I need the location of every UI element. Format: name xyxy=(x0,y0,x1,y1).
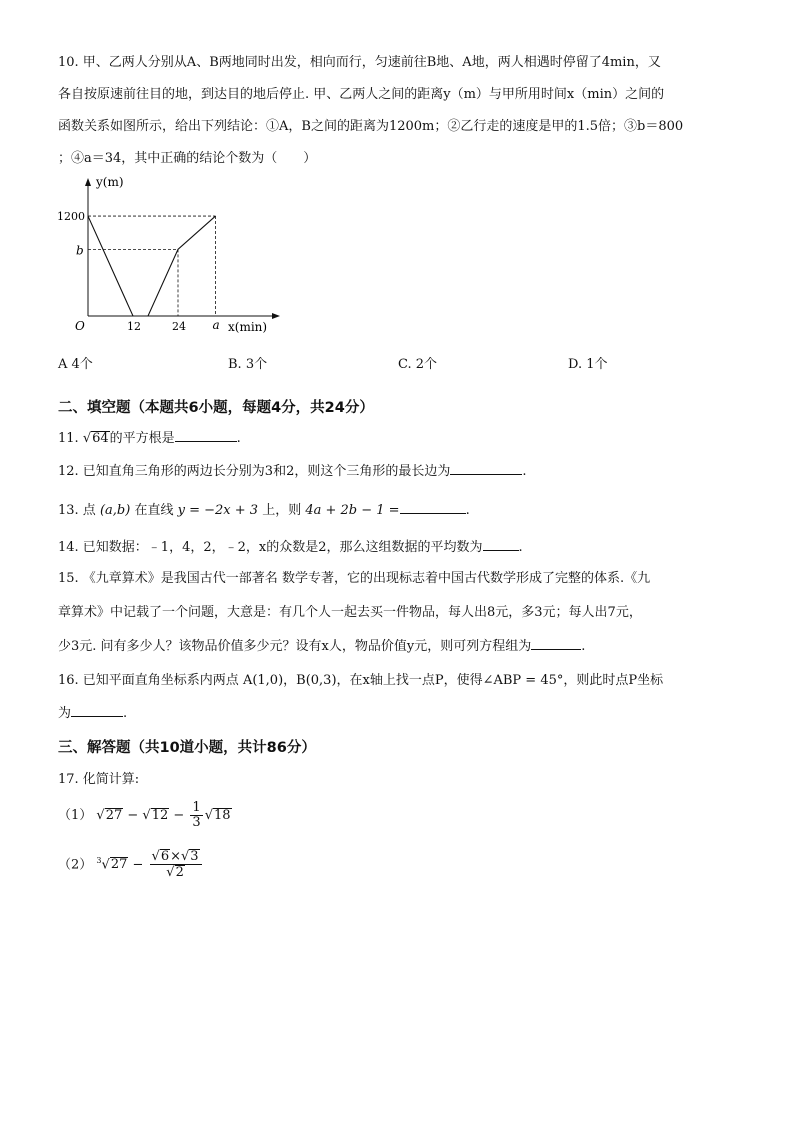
q16-answer-blank[interactable] xyxy=(71,704,123,717)
q17-p1-numerator: 1 xyxy=(192,800,201,815)
section-2-title: 二、填空题（本题共6小题，每题4分，共24分） xyxy=(58,400,374,416)
q11-number: 11. xyxy=(58,431,79,446)
q17-p1-radicand-3: 18 xyxy=(214,808,231,823)
q17-part-2: （2） $^3$√27 − $\frac{√6\times√3}{√2}$ xyxy=(58,846,204,880)
q17-p1-radicand-1: 27 xyxy=(105,808,123,823)
q16-line-2: 为 . xyxy=(58,706,128,721)
q12-text: 12. 已知直角三角形的两边长分别为3和2，则这个三角形的最长边为 xyxy=(58,464,451,479)
y-axis-arrow xyxy=(85,178,91,186)
q10-line-1: 10. 甲、乙两人分别从A、B两地同时出发，相向而行，匀速前往B地、A地，两人相遇时停留了4min，又 xyxy=(58,55,661,70)
q17-p2-radicand-2: 6 xyxy=(160,849,170,865)
q11: 11. √64的平方根是 . xyxy=(58,431,241,446)
q16-line-2-text: 为 xyxy=(58,706,72,721)
x-tick-24: 24 xyxy=(172,320,186,333)
q14: 14. 已知数据：﹣1，4，2，﹣2，x的众数是2，那么这组数据的平均数为 . xyxy=(58,540,523,555)
option-a[interactable]: A 4个 xyxy=(58,357,93,372)
q17-p2-radicand-1: 27 xyxy=(110,857,128,873)
q15-line-3-text: 少3元. 问有多少人？该物品价值多少元？设有x人，物品价值y元，则可列方程组为 xyxy=(58,639,532,654)
q17-part-1-label: （1） xyxy=(58,808,93,823)
q17-p2-radicand-4: 2 xyxy=(175,865,184,881)
q10-line-2: 各自按原速前往目的地，到达目的地后停止. 甲、乙两人之间的距离y（m）与甲所用时间x（min）之间的 xyxy=(58,87,665,102)
q13-expression: 4a + 2b − 1 = xyxy=(305,503,400,518)
q11-answer-blank[interactable] xyxy=(175,429,237,442)
distance-series-line xyxy=(88,216,216,316)
q15-answer-blank[interactable] xyxy=(531,637,581,650)
x-tick-12: 12 xyxy=(127,320,141,333)
x-axis-label: x(min) xyxy=(228,320,268,334)
q11-text: 的平方根是 xyxy=(109,431,175,446)
q13-post: 上，则 xyxy=(262,503,302,518)
q12: 12. 已知直角三角形的两边长分别为3和2，则这个三角形的最长边为 . xyxy=(58,464,527,479)
q17-part-2-label: （2） xyxy=(58,857,93,873)
q15-line-1: 15. 《九章算术》是我国古代一部著名 数学专著，它的出现标志着中国古代数学形成了完整的体系.《九 xyxy=(58,571,651,586)
q17-p2-root-index: 3 xyxy=(96,856,102,865)
q15-line-2: 章算术》中记载了一个问题，大意是：有几个人一起去买一件物品，每人出8元，多3元；每人出7元， xyxy=(58,605,642,620)
q13: 13. 点 (a,b) 在直线 y = −2x + 3 上，则 4a + 2b − 1 = . xyxy=(58,503,470,518)
y-tick-1200: 1200 xyxy=(57,210,85,224)
y-tick-b: b xyxy=(76,243,84,258)
x-axis-arrow xyxy=(272,313,280,319)
q17-p2-denominator: √2 xyxy=(166,865,184,881)
x-tick-a: a xyxy=(212,318,220,332)
origin-label: O xyxy=(75,319,85,333)
section-3-title: 三、解答题（共10道小题，共计86分） xyxy=(58,740,316,756)
q10-line-3: 函数关系如图所示，给出下列结论：①A，B之间的距离为1200m；②乙行走的速度是甲的1.5倍；③b＝800 xyxy=(58,119,684,134)
option-c[interactable]: C. 2个 xyxy=(398,357,438,372)
q10-line-4: ；④a＝34，其中正确的结论个数为（ ） xyxy=(58,151,317,166)
q17-p1-fraction xyxy=(190,801,202,830)
option-b[interactable]: B. 3个 xyxy=(228,357,268,372)
y-axis-label: y(m) xyxy=(96,175,124,189)
q14-answer-blank[interactable] xyxy=(483,538,519,551)
q17-p1-denominator: 3 xyxy=(192,815,201,830)
q13-answer-blank[interactable] xyxy=(400,501,466,514)
q12-answer-blank[interactable] xyxy=(450,462,522,475)
q17-part-1: （1） √27 − √12 − $\frac{1}{3}$ √18 xyxy=(58,800,231,830)
q16-line-1: 16. 已知平面直角坐标系内两点 A(1,0)，B(0,3)，在x轴上找一点P，使得∠ABP = 45°，则此时点P坐标 xyxy=(58,673,664,688)
q14-text: 14. 已知数据：﹣1，4，2，﹣2，x的众数是2，那么这组数据的平均数为 xyxy=(58,540,483,555)
q11-radicand: 64 xyxy=(92,431,109,446)
q17-p2-radicand-3: 3 xyxy=(190,849,199,865)
q17-p2-fraction xyxy=(150,849,202,880)
q17-title: 17. 化简计算: xyxy=(58,772,140,787)
option-d[interactable]: D. 1个 xyxy=(568,357,608,372)
q17-p2-numerator: √6×√3 xyxy=(150,849,202,865)
q15-line-3: 少3元. 问有多少人？该物品价值多少元？设有x人，物品价值y元，则可列方程组为 . xyxy=(58,639,586,654)
q13-mid: 在直线 xyxy=(134,503,174,518)
q13-line-equation: y = −2x + 3 xyxy=(177,503,259,518)
q13-point: (a,b) xyxy=(99,503,131,518)
q13-pre: 13. 点 xyxy=(58,503,96,518)
q17-p1-radicand-2: 12 xyxy=(151,808,169,823)
distance-time-graph xyxy=(55,172,295,342)
